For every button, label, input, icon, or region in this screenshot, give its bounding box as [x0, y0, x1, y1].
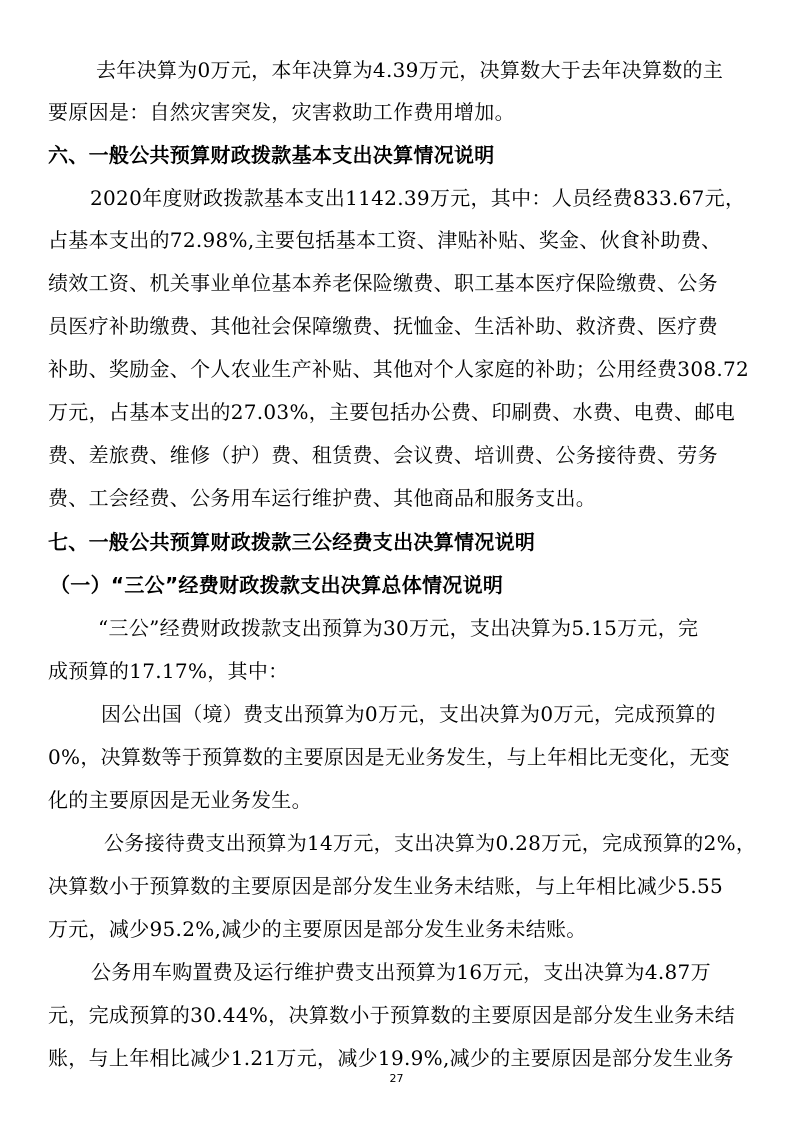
paragraph-line: 万元，占基本支出的27.03%，主要包括办公费、印刷费、水费、电费、邮电: [48, 400, 736, 424]
subsection-heading: （一）“三公”经费财政拨款支出决算总体情况说明: [50, 573, 504, 597]
paragraph-line: “三公”经费财政拨款支出预算为30万元，支出决算为5.15万元，完: [98, 616, 699, 640]
paragraph-line: 万元，减少95.2%,减少的主要原因是部分发生业务未结账。: [48, 917, 587, 941]
paragraph-line: 员医疗补助缴费、其他社会保障缴费、抚恤金、生活补助、救济费、医疗费: [48, 314, 718, 338]
paragraph-line: 补助、奖励金、个人农业生产补贴、其他对个人家庭的补助；公用经费308.72: [48, 357, 750, 381]
paragraph-line: 2020年度财政拨款基本支出1142.39万元，其中：人员经费833.67元，: [90, 186, 746, 210]
section-heading: 六、一般公共预算财政拨款基本支出决算情况说明: [48, 143, 495, 167]
page-number: 27: [389, 1072, 404, 1085]
paragraph-line: 绩效工资、机关事业单位基本养老保险缴费、职工基本医疗保险缴费、公务: [48, 271, 718, 295]
paragraph-line: 公务接待费支出预算为14万元，支出决算为0.28万元，完成预算的2%，: [104, 831, 757, 855]
paragraph-line: 要原因是：自然灾害突发，灾害救助工作费用增加。: [48, 100, 515, 124]
paragraph-line: 占基本支出的72.98%,主要包括基本工资、津贴补贴、奖金、伙食补助费、: [48, 228, 722, 252]
section-heading: 七、一般公共预算财政拨款三公经费支出决算情况说明: [48, 530, 536, 554]
paragraph-line: 去年决算为0万元，本年决算为4.39万元，决算数大于去年决算数的主: [96, 58, 724, 82]
paragraph-line: 费、差旅费、维修（护）费、租赁费、会议费、培训费、公务接待费、劳务: [48, 443, 718, 467]
paragraph-line: 决算数小于预算数的主要原因是部分发生业务未结账，与上年相比减少5.55: [48, 874, 724, 898]
paragraph-line: 化的主要原因是无业务发生。: [48, 788, 312, 812]
paragraph-line: 公务用车购置费及运行维护费支出预算为16万元，支出决算为4.87万: [91, 960, 711, 984]
paragraph-line: 成预算的17.17%，其中：: [48, 659, 289, 683]
paragraph-line: 0%，决算数等于预算数的主要原因是无业务发生，与上年相比无变化，无变: [48, 745, 730, 769]
paragraph-line: 因公出国（境）费支出预算为0万元，支出决算为0万元，完成预算的: [101, 702, 716, 726]
paragraph-line: 账，与上年相比减少1.21万元，减少19.9%,减少的主要原因是部分发生业务: [48, 1046, 734, 1070]
paragraph-line: 元，完成预算的30.44%，决算数小于预算数的主要原因是部分发生业务未结: [48, 1003, 736, 1027]
paragraph-line: 费、工会经费、公务用车运行维护费、其他商品和服务支出。: [48, 486, 597, 510]
